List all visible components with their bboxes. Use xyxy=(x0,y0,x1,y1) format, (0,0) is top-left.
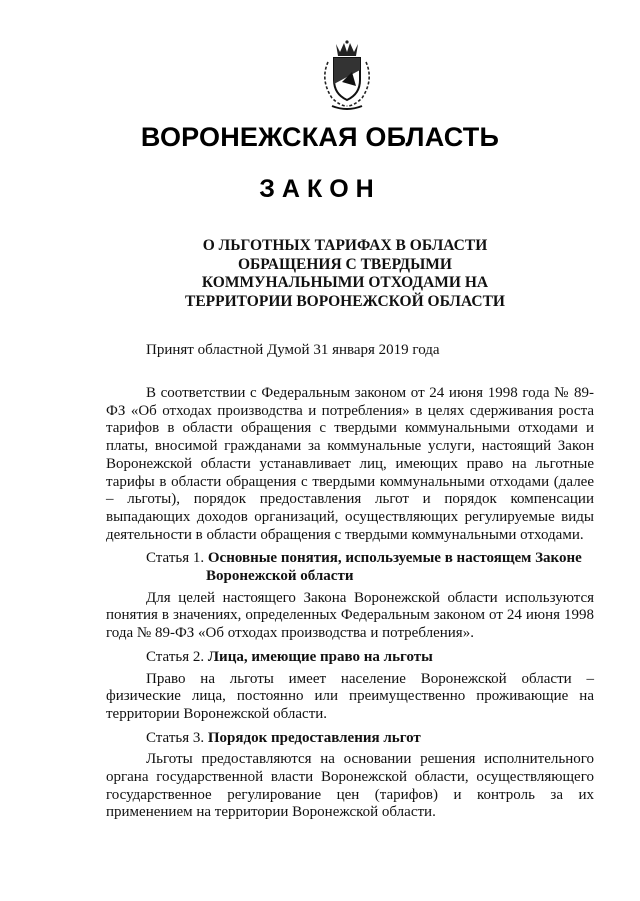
article-heading xyxy=(106,730,594,748)
region-title: ВОРОНЕЖСКАЯ ОБЛАСТЬ xyxy=(140,122,500,152)
law-title-line: О ЛЬГОТНЫХ ТАРИФАХ В ОБЛАСТИ xyxy=(202,237,488,254)
article-text: Льготы предоставляются на основании решения исполнительного органа государственной власти Воронежской области, осуществляющего государственное регулирование цен (тарифов) и контроль за их применением на территории Воронежской области. xyxy=(106,751,594,821)
article-heading xyxy=(106,649,594,667)
article-number: Статья 3. xyxy=(146,729,205,746)
document-type: ЗАКОН xyxy=(259,175,381,203)
law-title-line: КОММУНАЛЬНЫМИ ОТХОДАМИ НА xyxy=(201,274,489,291)
preamble: В соответствии с Федеральным законом от 24 июня 1998 года № 89-ФЗ «Об отходах производства и потребления» в целях сдерживания роста тарифов в области обращения с твердыми коммунальными отходами и платы, вносимой гражданами за коммунальные услуги, настоящий Закон Воронежской области устанавливает лиц, имеющих право на льготные тарифы в области обращения с твердыми коммунальными отходами (далее – льготы), порядок предоставления льгот и порядок компенсации выпадающих доходов организаций, осуществляющих регулируемые виды деятельности в области обращения с твердыми коммунальными отходами. xyxy=(106,385,594,543)
coat-of-arms-icon xyxy=(312,40,382,114)
law-body xyxy=(106,385,594,822)
article-number: Статья 1. xyxy=(146,550,205,567)
article-text: Право на льготы имеет население Воронежской области – физические лица, постоянно или преимущественно проживающие на территории Воронежской области. xyxy=(106,670,594,722)
law-title xyxy=(150,237,540,311)
law-title-line: ОБРАЩЕНИЯ С ТВЕРДЫМИ xyxy=(238,255,452,273)
law-title-line: ТЕРРИТОРИИ ВОРОНЕЖСКОЙ ОБЛАСТИ xyxy=(185,292,505,310)
article-title: Порядок предоставления льгот xyxy=(207,729,421,746)
article-title-continued: Воронежской области xyxy=(206,568,354,585)
article-number: Статья 2. xyxy=(146,648,205,665)
article-heading xyxy=(106,550,594,585)
article-title: Основные понятия, используемые в настоящем Законе xyxy=(207,550,582,567)
article-text: Для целей настоящего Закона Воронежской области используются понятия в значениях, определенных Федеральным законом от 24 июня 1998 года № 89-ФЗ «Об отходах производства и потребления». xyxy=(106,589,594,642)
adoption-date: Принят областной Думой 31 января 2019 года xyxy=(146,342,440,358)
article-title: Лица, имеющие право на льготы xyxy=(207,648,433,665)
